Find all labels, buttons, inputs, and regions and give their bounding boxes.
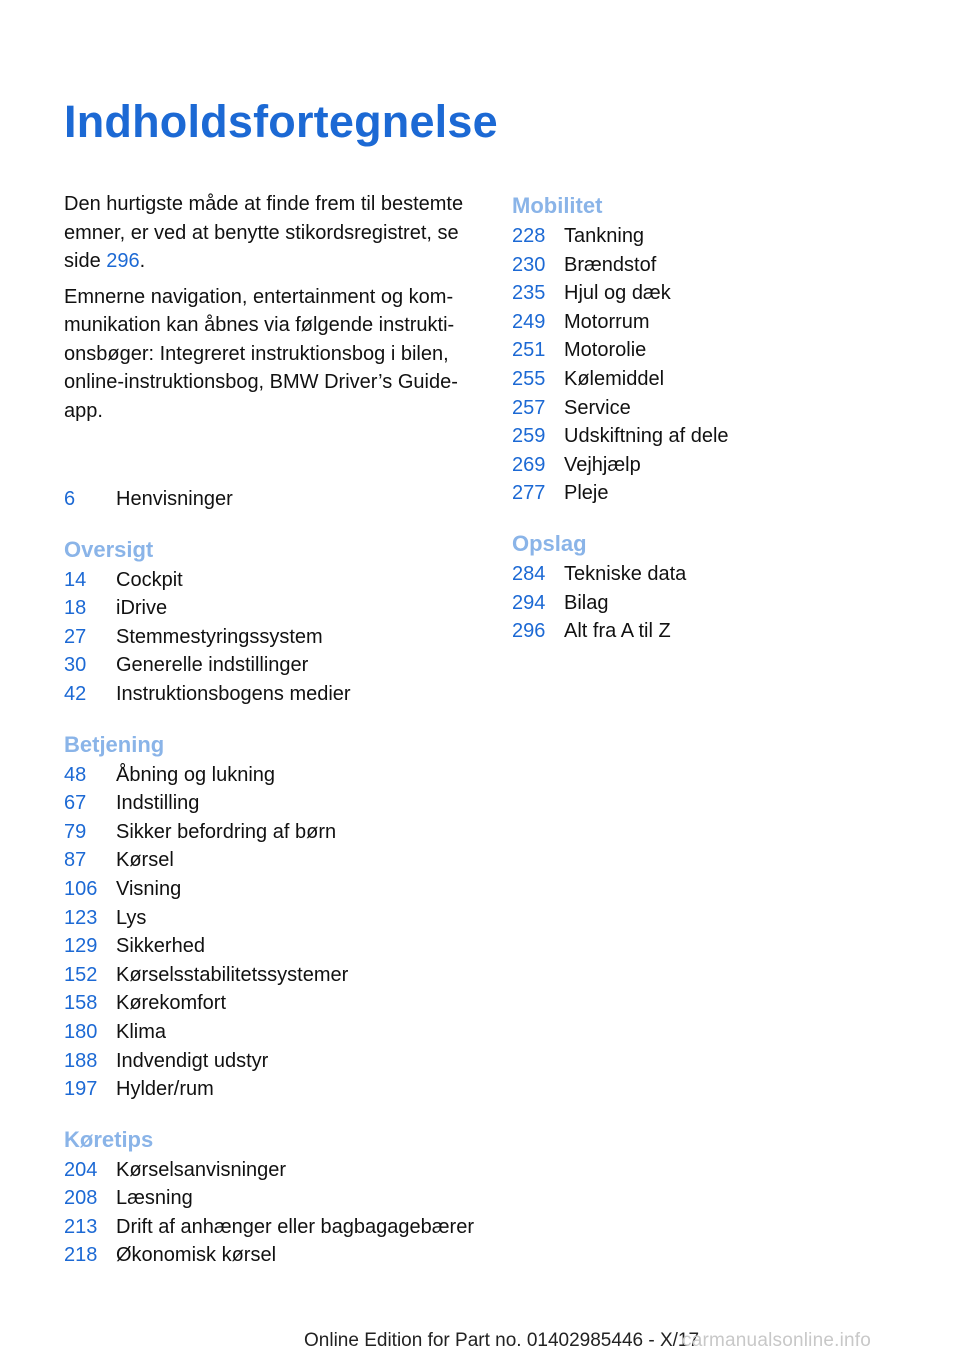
toc-page-number[interactable]: 269 bbox=[512, 453, 546, 476]
toc-section-heading: Oversigt bbox=[64, 536, 154, 562]
toc-entry-label: Pleje bbox=[564, 482, 609, 505]
toc-page-number[interactable]: 87 bbox=[64, 849, 87, 872]
toc-page-number[interactable]: 14 bbox=[64, 568, 87, 591]
toc-section-heading: Mobilitet bbox=[512, 193, 603, 218]
toc-entry[interactable] bbox=[512, 336, 932, 365]
toc-entry[interactable] bbox=[512, 365, 932, 394]
toc-entry[interactable] bbox=[64, 1047, 474, 1076]
toc-section bbox=[512, 190, 932, 508]
toc-right-sections bbox=[512, 190, 932, 646]
toc-entry-label: Henvisninger bbox=[116, 488, 233, 510]
toc-page-number[interactable]: 251 bbox=[512, 339, 546, 362]
toc-entry[interactable] bbox=[64, 818, 474, 847]
toc-section bbox=[64, 729, 474, 1104]
toc-section-heading: Betjening bbox=[64, 731, 165, 757]
toc-page-number[interactable]: 180 bbox=[64, 1020, 98, 1043]
toc-entry-label: Kørselsstabilitetssystemer bbox=[116, 963, 349, 986]
toc-entry-label: Tankning bbox=[564, 225, 645, 247]
toc-entry-label: Sikker befordring af børn bbox=[116, 820, 337, 843]
toc-page-number[interactable]: 296 bbox=[512, 620, 546, 643]
toc-entry[interactable] bbox=[64, 680, 474, 709]
toc-entry[interactable] bbox=[64, 1184, 474, 1213]
toc-page-number[interactable]: 152 bbox=[64, 963, 98, 986]
toc-section bbox=[512, 528, 932, 646]
toc-entry-label: Kørekomfort bbox=[116, 992, 227, 1015]
toc-entry-label: Åbning og lukning bbox=[116, 763, 276, 786]
toc-entry-label: Indstilling bbox=[116, 792, 200, 815]
index-page-link[interactable]: 296 bbox=[106, 250, 140, 272]
toc-entry[interactable] bbox=[512, 422, 932, 451]
toc-entry[interactable] bbox=[64, 1075, 474, 1104]
toc-entry-label: Stemmestyringssystem bbox=[116, 625, 323, 648]
toc-page-number[interactable]: 42 bbox=[64, 682, 87, 705]
toc-entry[interactable] bbox=[64, 651, 474, 680]
toc-page-number[interactable]: 218 bbox=[64, 1244, 98, 1267]
toc-entry-label: Læsning bbox=[116, 1187, 193, 1210]
toc-page-number[interactable]: 259 bbox=[512, 425, 546, 448]
toc-entry-label: Drift af anhænger eller bagbagagebærer bbox=[116, 1215, 474, 1238]
intro-paragraph-1-text: Den hurtigste måde at finde frem til bestemte emner, er ved at benytte stikordsregistret, se side bbox=[64, 193, 464, 272]
toc-entry[interactable] bbox=[64, 485, 474, 514]
toc-page-number[interactable]: 197 bbox=[64, 1078, 98, 1101]
toc-page-number[interactable]: 208 bbox=[64, 1187, 98, 1210]
toc-page-number[interactable]: 18 bbox=[64, 597, 87, 620]
intro-paragraph-2: Emnerne navigation, entertainment og kom-munikation kan åbnes via følgende instrukti-onsbøger: Integreret instruktionsbog i bilen, online-instruktionsbog, BMW Driver’s Guide-app. bbox=[64, 285, 458, 422]
toc-entry-label: Indvendigt udstyr bbox=[116, 1049, 269, 1072]
intro-text bbox=[64, 190, 474, 425]
toc-entry[interactable] bbox=[512, 222, 932, 251]
toc-page-number[interactable]: 129 bbox=[64, 935, 98, 958]
toc-left-sections bbox=[64, 534, 474, 1270]
toc-entry[interactable] bbox=[64, 989, 474, 1018]
toc-page-number[interactable]: 48 bbox=[64, 763, 87, 786]
toc-entry-label: Vejhjælp bbox=[564, 453, 641, 476]
toc-entry[interactable] bbox=[64, 1241, 474, 1270]
toc-entry-label: Motorolie bbox=[564, 339, 647, 362]
toc-section-heading: Køretips bbox=[64, 1126, 154, 1152]
toc-intro-entry bbox=[64, 485, 474, 514]
toc-page-number[interactable]: 213 bbox=[64, 1215, 98, 1238]
toc-page-number[interactable]: 257 bbox=[512, 396, 546, 419]
toc-entry[interactable] bbox=[64, 594, 474, 623]
toc-entry-label: Hylder/rum bbox=[116, 1078, 214, 1101]
toc-page-number[interactable]: 79 bbox=[64, 820, 87, 843]
toc-entry[interactable] bbox=[512, 589, 932, 618]
toc-entry-label: Hjul og dæk bbox=[564, 282, 671, 305]
toc-page-number[interactable]: 6 bbox=[64, 488, 76, 510]
toc-entry[interactable] bbox=[512, 479, 932, 508]
toc-entry-label: Service bbox=[564, 396, 631, 419]
toc-page-number[interactable]: 235 bbox=[512, 282, 546, 305]
toc-page-number[interactable]: 30 bbox=[64, 654, 87, 677]
toc-entry[interactable] bbox=[64, 846, 474, 875]
toc-entry[interactable] bbox=[512, 308, 932, 337]
toc-entry[interactable] bbox=[64, 789, 474, 818]
toc-page-number[interactable]: 204 bbox=[64, 1158, 98, 1181]
toc-page-number[interactable]: 27 bbox=[64, 625, 87, 648]
page-title: Indholdsfortegnelse bbox=[64, 96, 498, 147]
toc-page-number[interactable]: 188 bbox=[64, 1049, 98, 1072]
toc-entry[interactable] bbox=[64, 932, 474, 961]
toc-entry[interactable] bbox=[512, 617, 932, 646]
toc-page-number[interactable]: 277 bbox=[512, 482, 546, 505]
toc-entry[interactable] bbox=[512, 251, 932, 280]
toc-entry[interactable] bbox=[64, 1156, 474, 1185]
toc-entry[interactable] bbox=[64, 566, 474, 595]
toc-entry-label: Brændstof bbox=[564, 253, 657, 276]
toc-entry[interactable] bbox=[512, 394, 932, 423]
left-column bbox=[64, 190, 474, 1290]
toc-page-number[interactable]: 158 bbox=[64, 992, 98, 1015]
toc-entry-label: Visning bbox=[116, 877, 182, 900]
right-column bbox=[512, 190, 932, 666]
intro-paragraph-1-end: . bbox=[139, 250, 146, 272]
toc-section-heading: Opslag bbox=[512, 530, 587, 556]
toc-entry-label: Kølemiddel bbox=[564, 367, 665, 390]
toc-entry-label: Sikkerhed bbox=[116, 935, 205, 958]
toc-entry-label: Udskiftning af dele bbox=[564, 425, 729, 448]
toc-page-number[interactable]: 106 bbox=[64, 877, 98, 900]
toc-entry-label: iDrive bbox=[116, 597, 168, 620]
watermark: carmanualsonline.info bbox=[682, 1330, 872, 1351]
toc-entry-label: Lys bbox=[116, 906, 147, 929]
toc-page-number[interactable]: 230 bbox=[512, 253, 546, 276]
toc-entry[interactable] bbox=[64, 761, 474, 790]
toc-section bbox=[64, 534, 474, 709]
toc-page-number[interactable]: 294 bbox=[512, 591, 546, 614]
toc-entry-label: Kørsel bbox=[116, 849, 174, 872]
toc-entry[interactable] bbox=[64, 1213, 474, 1242]
toc-page-number[interactable]: 284 bbox=[512, 562, 546, 585]
toc-entry-label: Cockpit bbox=[116, 568, 183, 591]
toc-entry[interactable] bbox=[64, 904, 474, 933]
footer-text: Online Edition for Part no. 01402985446 - X/17 bbox=[304, 1330, 700, 1351]
toc-entry[interactable] bbox=[512, 279, 932, 308]
toc-entry-label: Instruktionsbogens medier bbox=[116, 682, 351, 705]
toc-page-number[interactable]: 67 bbox=[64, 792, 87, 815]
toc-entry-label: Økonomisk kørsel bbox=[116, 1244, 277, 1267]
toc-entry[interactable] bbox=[64, 1018, 474, 1047]
toc-entry-label: Bilag bbox=[564, 591, 609, 614]
intro-paragraph-1 bbox=[64, 190, 474, 276]
toc-page-number[interactable]: 228 bbox=[512, 225, 546, 247]
toc-entry-label: Tekniske data bbox=[564, 562, 687, 585]
toc-entry-label: Generelle indstillinger bbox=[116, 654, 309, 677]
toc-page-number[interactable]: 123 bbox=[64, 906, 98, 929]
toc-entry[interactable] bbox=[64, 623, 474, 652]
footer-edition bbox=[304, 1330, 699, 1352]
toc-entry-label: Motorrum bbox=[564, 310, 650, 333]
toc-entry[interactable] bbox=[512, 451, 932, 480]
toc-entry-label: Klima bbox=[116, 1020, 167, 1043]
toc-entry[interactable] bbox=[512, 560, 932, 589]
toc-entry-label: Kørselsanvisninger bbox=[116, 1158, 287, 1181]
toc-page-number[interactable]: 249 bbox=[512, 310, 546, 333]
toc-section bbox=[64, 1124, 474, 1270]
toc-entry[interactable] bbox=[64, 875, 474, 904]
toc-entry-label: Alt fra A til Z bbox=[564, 620, 671, 643]
toc-page-number[interactable]: 255 bbox=[512, 367, 546, 390]
toc-entry[interactable] bbox=[64, 961, 474, 990]
